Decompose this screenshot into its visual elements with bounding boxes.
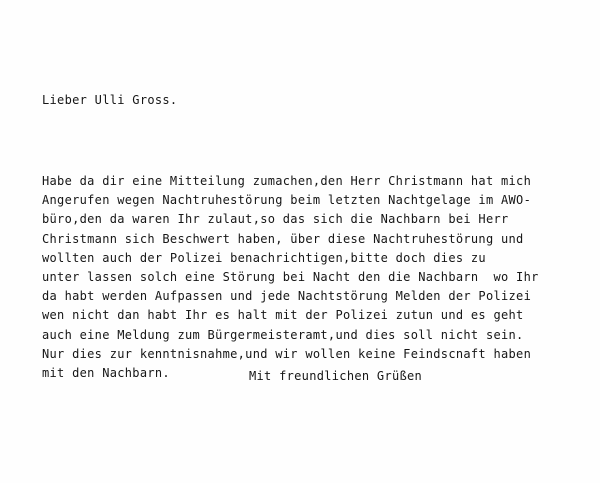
body-line: wollten auch der Polizei benachrichtigen,bitte doch dies zu (42, 250, 486, 265)
body-line: Nur dies zur kenntnisnahme,und wir wollen keine Feindscnaft haben (42, 346, 532, 361)
body-line: unter lassen solch eine Störung bei Nacht den die Nachbarn wo Ihr (42, 269, 539, 284)
salutation: Lieber Ulli Gross. (42, 93, 178, 107)
body-line: büro,den da waren Ihr zulaut,so das sich die Nachbarn bei Herr (42, 212, 509, 227)
letter-body (42, 172, 539, 383)
body-line: mit den Nachbarn. (42, 365, 170, 380)
body-line: Angerufen wegen Nachtruhestörung beim letzten Nachtgelage im AWO- (42, 193, 532, 208)
body-line: Christmann sich Beschwert haben, über diese Nachtruhestörung und (42, 231, 524, 246)
body-line: da habt werden Aufpassen und jede Nachtstörung Melden der Polizei (42, 289, 532, 304)
body-line: Habe da dir eine Mitteilung zumachen,den Herr Christmann hat mich (42, 174, 532, 188)
closing-greeting: Mit freundlichen Grüßen (249, 369, 423, 383)
body-line: wen nicht dan habt Ihr es halt mit der Polizei zutun und es geht (42, 308, 524, 323)
body-line: auch eine Meldung zum Bürgermeisteramt,und dies soll nicht sein. (42, 327, 524, 342)
